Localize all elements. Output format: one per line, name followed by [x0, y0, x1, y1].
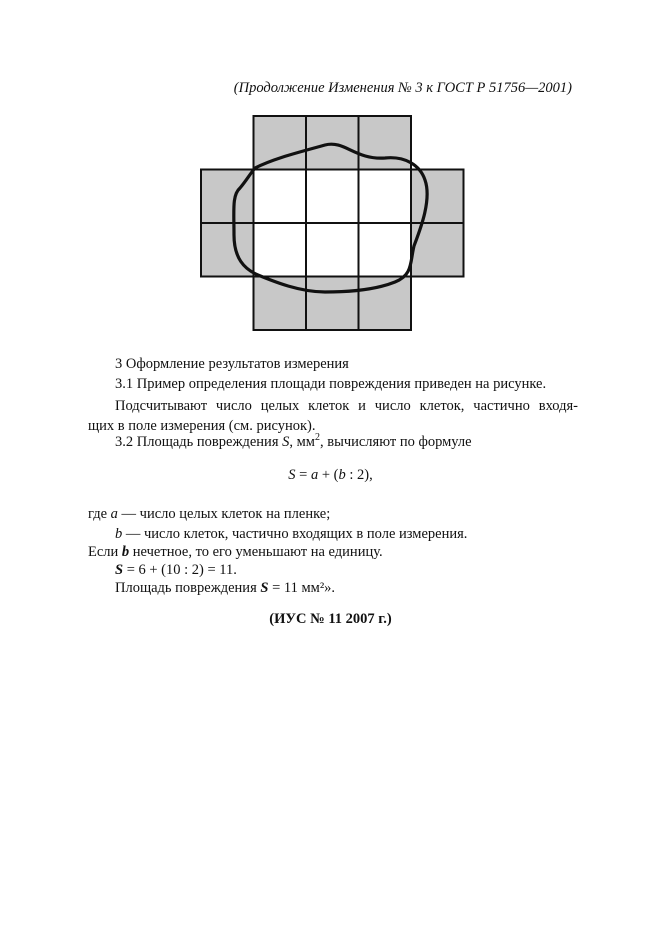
whole-cell	[306, 170, 359, 224]
paragraph-3-2: 3.2 Площадь повреждения S, $мм^2$, вычисляют по формуле	[115, 432, 472, 450]
whole-cell	[359, 223, 412, 277]
partial-cell	[411, 170, 464, 224]
var-s: S	[282, 433, 290, 450]
grid-cells	[201, 116, 464, 330]
paragraph-count-line2: щих в поле измерения (см. рисунок).	[88, 418, 316, 434]
odd-rule: Если b нечетное, то его уменьшают на единицу.	[88, 544, 383, 560]
where-a: где a — число целых клеток на пленке;	[88, 506, 331, 522]
where-b: b — число клеток, частично входящих в поле измерения.	[115, 526, 468, 542]
whole-cell	[254, 170, 307, 224]
paragraph-3-1: 3.1 Пример определения площади повреждения приведен на рисунке.	[115, 376, 547, 392]
whole-cell	[306, 223, 359, 277]
partial-cell	[254, 116, 307, 170]
partial-cell	[359, 116, 412, 170]
damage-area-figure	[0, 0, 661, 340]
paragraph-count-line1: Подсчитывают число целых клеток и число клеток, частично входя-	[115, 398, 578, 414]
ius-reference: (ИУС № 11 2007 г.)	[269, 611, 392, 627]
partial-cell	[306, 277, 359, 331]
whole-cell	[254, 223, 307, 277]
area-formula: S = a + (b : 2),	[288, 467, 373, 483]
example-result: Площадь повреждения S = 11 мм²».	[115, 580, 336, 596]
section-heading: 3 Оформление результатов измерения	[115, 356, 349, 372]
example-calc: S = 6 + (10 : 2) = 11.	[115, 562, 237, 578]
partial-cell	[201, 170, 254, 224]
continuation-header: (Продолжение Изменения № 3 к ГОСТ Р 51756—2001)	[233, 80, 572, 96]
grid-drawing	[0, 0, 661, 340]
whole-cell	[359, 170, 412, 224]
